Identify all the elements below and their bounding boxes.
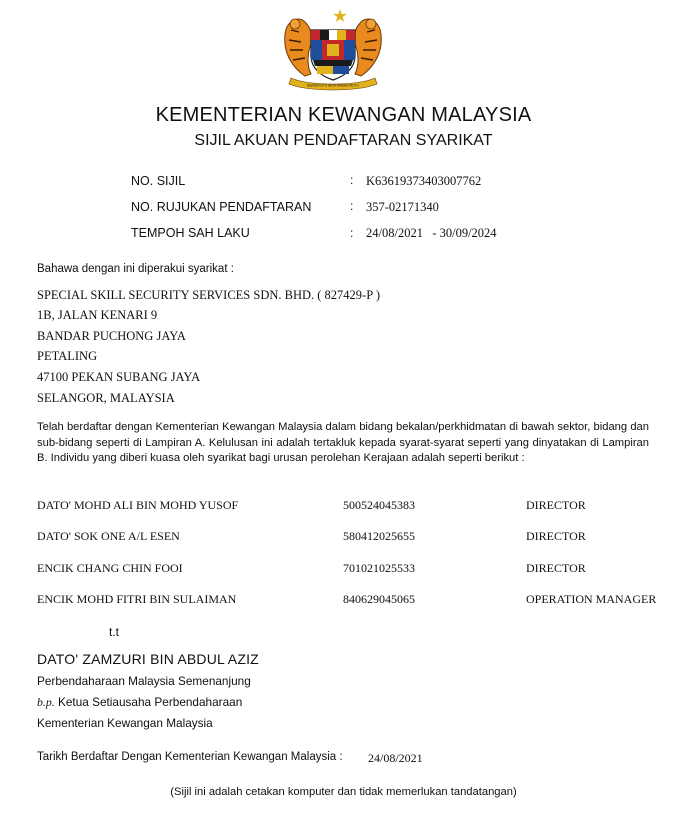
signatory-ministry: Kementerian Kewangan Malaysia — [37, 716, 213, 730]
registration-date-value: 24/08/2021 — [368, 751, 423, 765]
statement-paragraph: Telah berdaftar dengan Kementerian Kewangan Malaysia dalam bidang bekalan/perkhidmatan di bawah sektor, bidang dan sub-bidang seperti di Lampiran A. Kelulusan ini adalah tertakluk kepada syarat-syarat seperti yang dinyatakan di Lampiran B. Individu yang diberi kuasa oleh syarikat bagi urusan perolehan Kerajaan adalah seperti berikut : — [37, 421, 649, 464]
no-sijil-colon: : — [350, 173, 354, 187]
registration-date-label: Tarikh Berdaftar Dengan Kementerian Kewangan Malaysia : — [37, 751, 343, 763]
company-name: SPECIAL SKILL SECURITY SERVICES SDN. BHD. ( 827429-P ) — [37, 288, 380, 302]
rujukan-label: NO. RUJUKAN PENDAFTARAN — [131, 200, 312, 214]
tempoh-colon: : — [350, 226, 354, 240]
rujukan-value: 357-02171340 — [366, 200, 439, 214]
coat-of-arms-emblem — [277, 6, 389, 92]
bp-prefix: b.p. — [37, 695, 55, 709]
certificate-title: SIJIL AKUAN PENDAFTARAN SYARIKAT — [194, 132, 493, 149]
person-ic: 500524045383 — [343, 498, 415, 512]
rujukan-colon: : — [350, 199, 354, 213]
signatory-name: DATO' ZAMZURI BIN ABDUL AZIZ — [37, 651, 259, 667]
person-name: ENCIK CHANG CHIN FOOI — [37, 561, 183, 575]
person-role: DIRECTOR — [526, 498, 586, 512]
shield-icon — [311, 30, 355, 80]
person-name: DATO' SOK ONE A/L ESEN — [37, 529, 180, 543]
person-name: DATO' MOHD ALI BIN MOHD YUSOF — [37, 498, 239, 512]
address-line: PETALING — [37, 349, 98, 363]
crest-motto: BERSEKUTU BERTAMBAH MUTU — [307, 83, 359, 88]
no-sijil-label: NO. SIJIL — [131, 174, 186, 188]
signatory-bp-line — [37, 695, 242, 710]
star-icon — [333, 9, 347, 22]
person-role: DIRECTOR — [526, 561, 586, 575]
company-intro: Bahawa dengan ini diperakui syarikat : — [37, 263, 234, 275]
address-line: SELANGOR, MALAYSIA — [37, 391, 175, 405]
right-tiger-icon — [354, 19, 381, 76]
tempoh-value: 24/08/2021 - 30/09/2024 — [366, 226, 497, 240]
signatory-office: Perbendaharaan Malaysia Semenanjung — [37, 674, 251, 688]
footer-note: (Sijil ini adalah cetakan komputer dan tidak memerlukan tandatangan) — [170, 786, 517, 798]
person-role: DIRECTOR — [526, 529, 586, 543]
address-line: 1B, JALAN KENARI 9 — [37, 308, 158, 322]
person-name: ENCIK MOHD FITRI BIN SULAIMAN — [37, 592, 237, 606]
signatory-title: Ketua Setiausaha Perbendaharaan — [54, 695, 243, 709]
crescent-icon — [321, 10, 335, 27]
ministry-title: KEMENTERIAN KEWANGAN MALAYSIA — [155, 104, 532, 126]
no-sijil-value: K63619373403007762 — [366, 174, 482, 188]
tt-mark: t.t — [109, 625, 120, 639]
address-line: 47100 PEKAN SUBANG JAYA — [37, 370, 201, 384]
person-ic: 840629045065 — [343, 592, 415, 606]
left-tiger-icon — [285, 19, 312, 76]
person-role: OPERATION MANAGER — [526, 592, 657, 606]
tempoh-label: TEMPOH SAH LAKU — [131, 226, 250, 240]
address-line: BANDAR PUCHONG JAYA — [37, 329, 186, 343]
person-ic: 580412025655 — [343, 529, 415, 543]
person-ic: 701021025533 — [343, 561, 415, 575]
